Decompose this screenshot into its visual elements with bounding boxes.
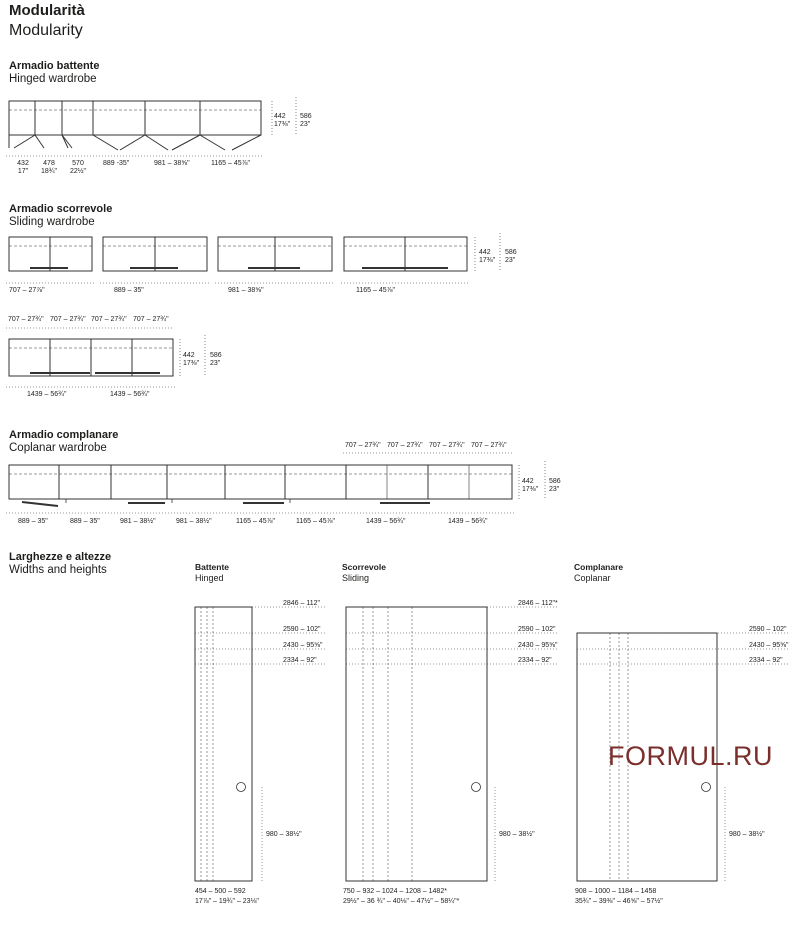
coplanar-width-3: 981 – 38½" xyxy=(120,518,156,525)
sliding-module-4: 707 – 27¾" xyxy=(133,316,169,323)
coplanar-module-1: 707 – 27¾" xyxy=(345,442,381,449)
elev-coplanar-title-it: Complanare xyxy=(574,562,624,572)
coplanar-depth-label: 442 17⅜" xyxy=(522,478,539,493)
sliding-h-2590: 2590 – 102" xyxy=(518,626,556,633)
hinged-widths-in: 17⅞" – 19¾" – 23⅛" xyxy=(195,898,259,905)
sliding-width-1165: 1165 – 45⅞" xyxy=(356,287,395,294)
watermark-text: FORMUL.RU xyxy=(608,741,773,771)
sliding-h-2846: 2846 – 112"* xyxy=(518,600,558,607)
coplanar-module-4: 707 – 27¾" xyxy=(471,442,507,449)
coplanar-handle-h: 980 – 38½" xyxy=(729,831,765,838)
sliding-height-label-2: 586 23" xyxy=(210,352,222,367)
heights-title-it: Larghezze e altezze xyxy=(9,551,112,563)
coplanar-width-5: 1165 – 45⅞" xyxy=(236,518,275,525)
page-title-en: Modularity xyxy=(9,22,83,39)
hinged-h-2846: 2846 – 112" xyxy=(283,600,320,607)
sliding-module-1: 707 – 27¾" xyxy=(8,316,44,323)
sliding-module-3: 707 – 27¾" xyxy=(91,316,127,323)
hinged-plan xyxy=(6,97,296,156)
sliding-width-981: 981 – 38⅝" xyxy=(228,287,264,294)
hinged-width-981: 981 – 38⅝" xyxy=(154,160,190,167)
hinged-width-889: 889 -35" xyxy=(103,160,130,167)
sliding-height-label: 586 23" xyxy=(505,249,517,264)
coplanar-title-it: Armadio complanare xyxy=(9,429,119,441)
coplanar-plan xyxy=(6,453,545,513)
sliding-module-2: 707 – 27¾" xyxy=(50,316,86,323)
coplanar-width-2: 889 – 35" xyxy=(70,518,100,525)
elev-sliding-title-en: Sliding xyxy=(342,573,370,583)
hinged-handle-h: 980 – 38½" xyxy=(266,831,302,838)
sliding-depth-label-2: 442 17⅜" xyxy=(183,352,200,367)
sliding-title-en: Sliding wardrobe xyxy=(9,216,95,228)
coplanar-width-6: 1165 – 45⅞" xyxy=(296,518,335,525)
hinged-title-en: Hinged wardrobe xyxy=(9,73,97,85)
sliding-width-707: 707 – 27⅞" xyxy=(9,287,45,294)
coplanar-h-2334: 2334 – 92" xyxy=(749,657,783,664)
hinged-width-1165: 1165 – 45⅞" xyxy=(211,160,250,167)
sliding-width-1439-b: 1439 – 56¾" xyxy=(110,391,150,398)
hinged-width-478: 478 18¾" xyxy=(40,160,58,175)
sliding-h-2334: 2334 – 92" xyxy=(518,657,552,664)
coplanar-h-2590: 2590 – 102" xyxy=(749,626,787,633)
elev-sliding-title-it: Scorrevole xyxy=(342,562,386,572)
hinged-h-2430: 2430 – 95⅝" xyxy=(283,642,323,649)
hinged-h-2334: 2334 – 92" xyxy=(283,657,317,664)
coplanar-h-2430: 2430 – 95⅝" xyxy=(749,642,789,649)
coplanar-module-3: 707 – 27¾" xyxy=(429,442,465,449)
coplanar-height-label: 586 23" xyxy=(549,478,561,493)
sliding-plans xyxy=(6,233,500,387)
sliding-h-2430: 2430 – 95⅝" xyxy=(518,642,558,649)
page-title-it: Modularità xyxy=(9,2,85,19)
coplanar-width-8: 1439 – 56¾" xyxy=(448,518,488,525)
hinged-h-2590: 2590 – 102" xyxy=(283,626,321,633)
coplanar-module-2: 707 – 27¾" xyxy=(387,442,423,449)
sliding-width-889: 889 – 35" xyxy=(114,287,144,294)
hinged-height-label: 586 23" xyxy=(300,113,312,128)
sliding-widths-in: 29½" – 36 ¾" – 40⅛" – 47½" – 58¼"* xyxy=(343,898,460,905)
sliding-depth-label: 442 17⅜" xyxy=(479,249,496,264)
coplanar-widths-mm: 908 – 1000 – 1184 – 1458 xyxy=(575,888,657,895)
hinged-width-432: 432 17" xyxy=(17,160,29,175)
sliding-width-1439-a: 1439 – 56¾" xyxy=(27,391,67,398)
coplanar-width-1: 889 – 35" xyxy=(18,518,48,525)
sliding-handle-h: 980 – 38½" xyxy=(499,831,535,838)
hinged-depth-label: 442 17⅜" xyxy=(274,113,291,128)
elev-coplanar-title-en: Coplanar xyxy=(574,573,611,583)
coplanar-width-4: 981 – 38½" xyxy=(176,518,212,525)
coplanar-width-7: 1439 – 56¾" xyxy=(366,518,406,525)
heights-title-en: Widths and heights xyxy=(9,564,107,576)
coplanar-widths-in: 35¾" – 39⅜" – 46⅝" – 57½" xyxy=(575,898,663,905)
elev-hinged-title-it: Battente xyxy=(195,562,230,572)
hinged-width-570: 570 22½" xyxy=(69,160,87,175)
sliding-title-it: Armadio scorrevole xyxy=(9,203,113,215)
hinged-title-it: Armadio battente xyxy=(9,60,100,72)
coplanar-title-en: Coplanar wardrobe xyxy=(9,442,107,454)
sliding-widths-mm: 750 – 932 – 1024 – 1208 – 1482* xyxy=(343,888,447,895)
hinged-widths-mm: 454 – 500 – 592 xyxy=(195,888,246,895)
elev-hinged-title-en: Hinged xyxy=(195,573,224,583)
